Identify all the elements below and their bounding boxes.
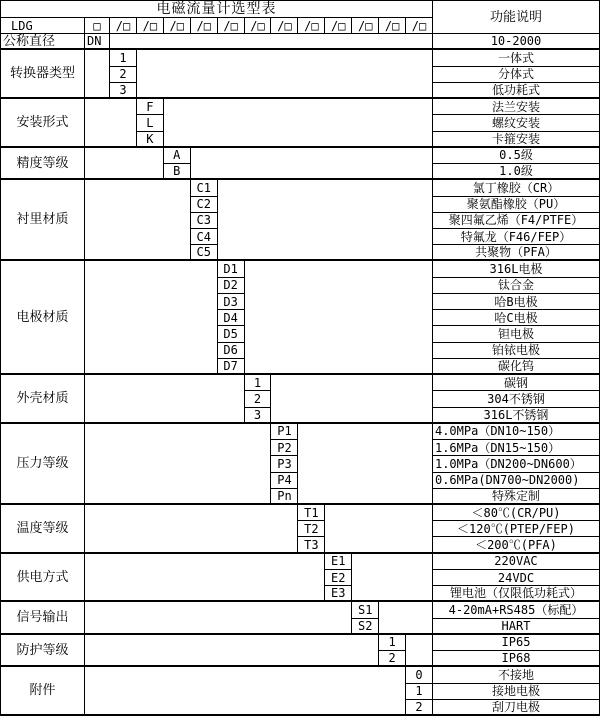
option-code: L [137, 115, 164, 131]
model-slot-box: /□ [271, 18, 298, 34]
option-code: 1 [110, 50, 137, 66]
section-label: 安装形式 [1, 99, 85, 148]
option-description: 4.0MPa（DN10~150） [433, 424, 600, 440]
option-code: D6 [218, 343, 245, 359]
section-label: 信号输出 [1, 602, 85, 634]
section-label: 压力等级 [1, 424, 85, 505]
option-description: 1.0级 [433, 164, 600, 180]
filler-cell [85, 375, 245, 424]
filler-cell [298, 424, 433, 505]
model-slot-box: /□ [164, 18, 191, 34]
option-code: P3 [271, 456, 298, 472]
option-description: HART [433, 619, 600, 635]
option-code: 2 [110, 67, 137, 83]
option-code: P4 [271, 473, 298, 489]
option-description: 不接地 [433, 667, 600, 683]
option-code: 1 [245, 375, 272, 391]
option-description: IP68 [433, 651, 600, 667]
option-code: A [164, 148, 191, 164]
option-code: 1 [406, 684, 433, 700]
option-code: 2 [406, 700, 433, 716]
option-description: 220VAC [433, 554, 600, 570]
section-label: 精度等级 [1, 148, 85, 180]
option-description: 刮刀电极 [433, 700, 600, 716]
filler-cell [137, 50, 433, 99]
filler-cell [110, 34, 433, 50]
filler-cell [85, 180, 191, 261]
option-description: 哈B电极 [433, 294, 600, 310]
option-description: 316L电极 [433, 261, 600, 277]
option-code: E3 [325, 586, 352, 602]
option-description: 聚四氟乙烯（F4/PTFE） [433, 213, 600, 229]
option-description: ＜120℃(PTEP/FEP) [433, 521, 600, 537]
option-code: D3 [218, 294, 245, 310]
option-description: 4-20mA+RS485（标配） [433, 602, 600, 618]
option-code: D5 [218, 326, 245, 342]
option-code: DN [85, 34, 110, 50]
option-code: T2 [298, 521, 325, 537]
option-code: B [164, 164, 191, 180]
option-description: 304不锈钢 [433, 391, 600, 407]
option-code: S2 [352, 619, 379, 635]
option-code: F [137, 99, 164, 115]
section-label: 防护等级 [1, 635, 85, 667]
table-title: 电磁流量计选型表 [1, 1, 433, 18]
option-code: C3 [191, 213, 218, 229]
option-code: 3 [245, 408, 272, 424]
option-description: 接地电极 [433, 684, 600, 700]
option-code: C4 [191, 229, 218, 245]
option-description: 法兰安装 [433, 99, 600, 115]
option-description: 1.0MPa（DN200~DN600） [433, 456, 600, 472]
option-description: 特殊定制 [433, 489, 600, 505]
option-code: S1 [352, 602, 379, 618]
filler-cell [164, 99, 433, 148]
option-description: 卡箍安装 [433, 132, 600, 148]
model-slot-box: /□ [245, 18, 272, 34]
filler-cell [406, 635, 433, 667]
filler-cell [85, 99, 137, 148]
option-code: 3 [110, 83, 137, 99]
option-description: 钛合金 [433, 278, 600, 294]
option-description: 钽电极 [433, 326, 600, 342]
filler-cell [191, 148, 433, 180]
option-description: 316L不锈钢 [433, 408, 600, 424]
option-description: ＜80℃(CR/PU) [433, 505, 600, 521]
model-slot-box: /□ [406, 18, 433, 34]
section-label: 外壳材质 [1, 375, 85, 424]
option-code: D7 [218, 359, 245, 375]
option-code: 1 [379, 635, 406, 651]
model-slot-box: /□ [325, 18, 352, 34]
option-description: 低功耗式 [433, 83, 600, 99]
option-description: ＜200℃(PFA) [433, 537, 600, 553]
option-code: T3 [298, 537, 325, 553]
option-code: 2 [245, 391, 272, 407]
option-description: 10-2000 [433, 34, 600, 50]
option-code: D2 [218, 278, 245, 294]
option-description: 1.6MPa（DN15~150） [433, 440, 600, 456]
filler-cell [85, 424, 271, 505]
section-label: 衬里材质 [1, 180, 85, 261]
option-description: 铂铱电极 [433, 343, 600, 359]
section-label: 公称直径 [1, 34, 85, 50]
filler-cell [85, 667, 406, 716]
filler-cell [85, 50, 110, 99]
option-description: 特氟龙（F46/FEP） [433, 229, 600, 245]
option-code: P2 [271, 440, 298, 456]
option-description: 氯丁橡胶（CR） [433, 180, 600, 196]
section-label: 供电方式 [1, 554, 85, 603]
model-slot-box: /□ [191, 18, 218, 34]
option-description: 一体式 [433, 50, 600, 66]
filler-cell [85, 505, 298, 554]
filler-cell [271, 375, 433, 424]
section-label: 附件 [1, 667, 85, 716]
model-slot-box: /□ [218, 18, 245, 34]
model-slot-box: /□ [137, 18, 164, 34]
option-code: E2 [325, 570, 352, 586]
filler-cell [85, 148, 164, 180]
option-description: IP65 [433, 635, 600, 651]
model-base-box: □ [85, 18, 110, 34]
filler-cell [245, 261, 433, 375]
filler-cell [325, 505, 433, 554]
section-label: 温度等级 [1, 505, 85, 554]
option-description: 碳钢 [433, 375, 600, 391]
option-description: 分体式 [433, 67, 600, 83]
option-code: C2 [191, 197, 218, 213]
option-description: 锂电池（仅限低功耗式） [433, 586, 600, 602]
option-description: 哈C电极 [433, 310, 600, 326]
option-code: D4 [218, 310, 245, 326]
option-description: 聚氨酯橡胶（PU） [433, 197, 600, 213]
option-code: 0 [406, 667, 433, 683]
option-description: 碳化钨 [433, 359, 600, 375]
filler-cell [85, 261, 218, 375]
option-code: C5 [191, 245, 218, 261]
filler-cell [85, 554, 325, 603]
section-label: 转换器类型 [1, 50, 85, 99]
option-code: C1 [191, 180, 218, 196]
filler-cell [85, 635, 379, 667]
filler-cell [379, 602, 433, 634]
filler-cell [85, 602, 352, 634]
model-slot-box: /□ [110, 18, 137, 34]
option-code: Pn [271, 489, 298, 505]
model-slot-box: /□ [298, 18, 325, 34]
option-code: P1 [271, 424, 298, 440]
option-description: 0.6MPa(DN700~DN2000) [433, 473, 600, 489]
filler-cell [352, 554, 433, 603]
option-description: 0.5级 [433, 148, 600, 164]
function-column-header: 功能说明 [433, 1, 600, 34]
option-code: K [137, 132, 164, 148]
model-slot-box: /□ [379, 18, 406, 34]
filler-cell [218, 180, 433, 261]
option-code: E1 [325, 554, 352, 570]
option-description: 螺纹安装 [433, 115, 600, 131]
option-code: D1 [218, 261, 245, 277]
option-description: 24VDC [433, 570, 600, 586]
option-code: 2 [379, 651, 406, 667]
model-prefix: LDG [1, 18, 85, 34]
option-description: 共聚物（PFA） [433, 245, 600, 261]
section-label: 电极材质 [1, 261, 85, 375]
option-code: T1 [298, 505, 325, 521]
model-slot-box: /□ [352, 18, 379, 34]
